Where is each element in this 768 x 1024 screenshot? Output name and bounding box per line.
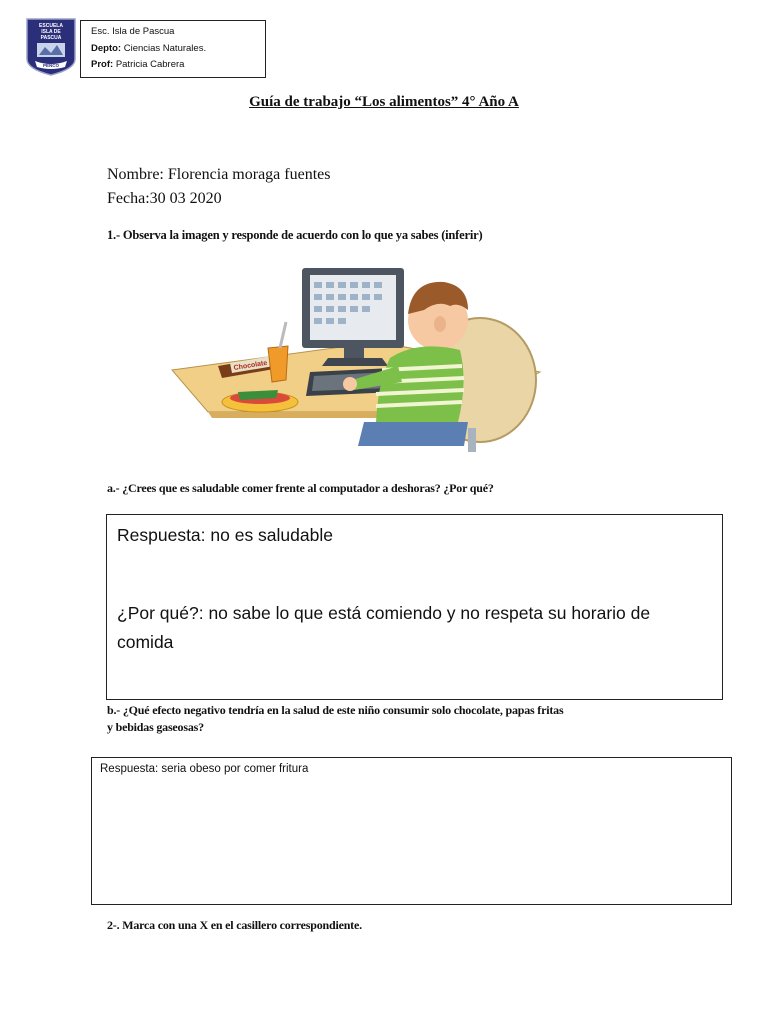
answer-b-box[interactable]: [91, 757, 732, 905]
teacher-line: [91, 57, 265, 74]
student-date: Fecha:30 03 2020: [107, 190, 222, 207]
department-line: [91, 41, 265, 58]
question-b: [107, 702, 707, 736]
answer-a-line2: ¿Por qué?: no sabe lo que está comiendo y no respeta su horario de: [117, 603, 651, 623]
school-name: Esc. Isla de Pascua: [91, 26, 175, 37]
school-logo: [25, 17, 77, 77]
department-value: Ciencias Naturales.: [123, 42, 207, 54]
student-name: Nombre: Florencia moraga fuentes: [107, 166, 331, 183]
teacher-value: Patricia Cabrera: [115, 59, 185, 70]
logo-text-line4: PENCO: [42, 63, 60, 68]
logo-text-line2: ISLA DE: [41, 29, 61, 35]
worksheet-title: Guía de trabajo “Los alimentos” 4° Año A: [249, 94, 519, 110]
teacher-label: Prof:: [91, 59, 114, 70]
logo-text-line1: ESCUELA: [39, 23, 63, 29]
department-label: Depto:: [91, 42, 122, 54]
question-b-line1: b.- ¿Qué efecto negativo tendría en la salud de este niño consumir solo chocolate, papas fritas: [107, 703, 564, 717]
school-info-box: [80, 20, 266, 78]
child-at-computer-illustration: [168, 262, 560, 452]
answer-b-text: Respuesta: seria obeso por comer fritura: [100, 763, 309, 775]
question-1: 1.- Observa la imagen y responde de acuerdo con lo que ya sabes (inferir): [107, 228, 483, 242]
question-2: 2-. Marca con una X en el casillero correspondiente.: [107, 918, 362, 932]
question-b-line2: y bebidas gaseosas?: [107, 720, 204, 734]
logo-text-line3: PASCUA: [40, 35, 62, 41]
answer-a-box[interactable]: [106, 514, 723, 700]
answer-a-line1: Respuesta: no es saludable: [117, 525, 333, 545]
question-a: a.- ¿Crees que es saludable comer frente al computador a deshoras? ¿Por qué?: [107, 481, 494, 495]
chocolate-label: Chocolate: [233, 359, 268, 372]
answer-a-line3: comida: [117, 632, 174, 652]
